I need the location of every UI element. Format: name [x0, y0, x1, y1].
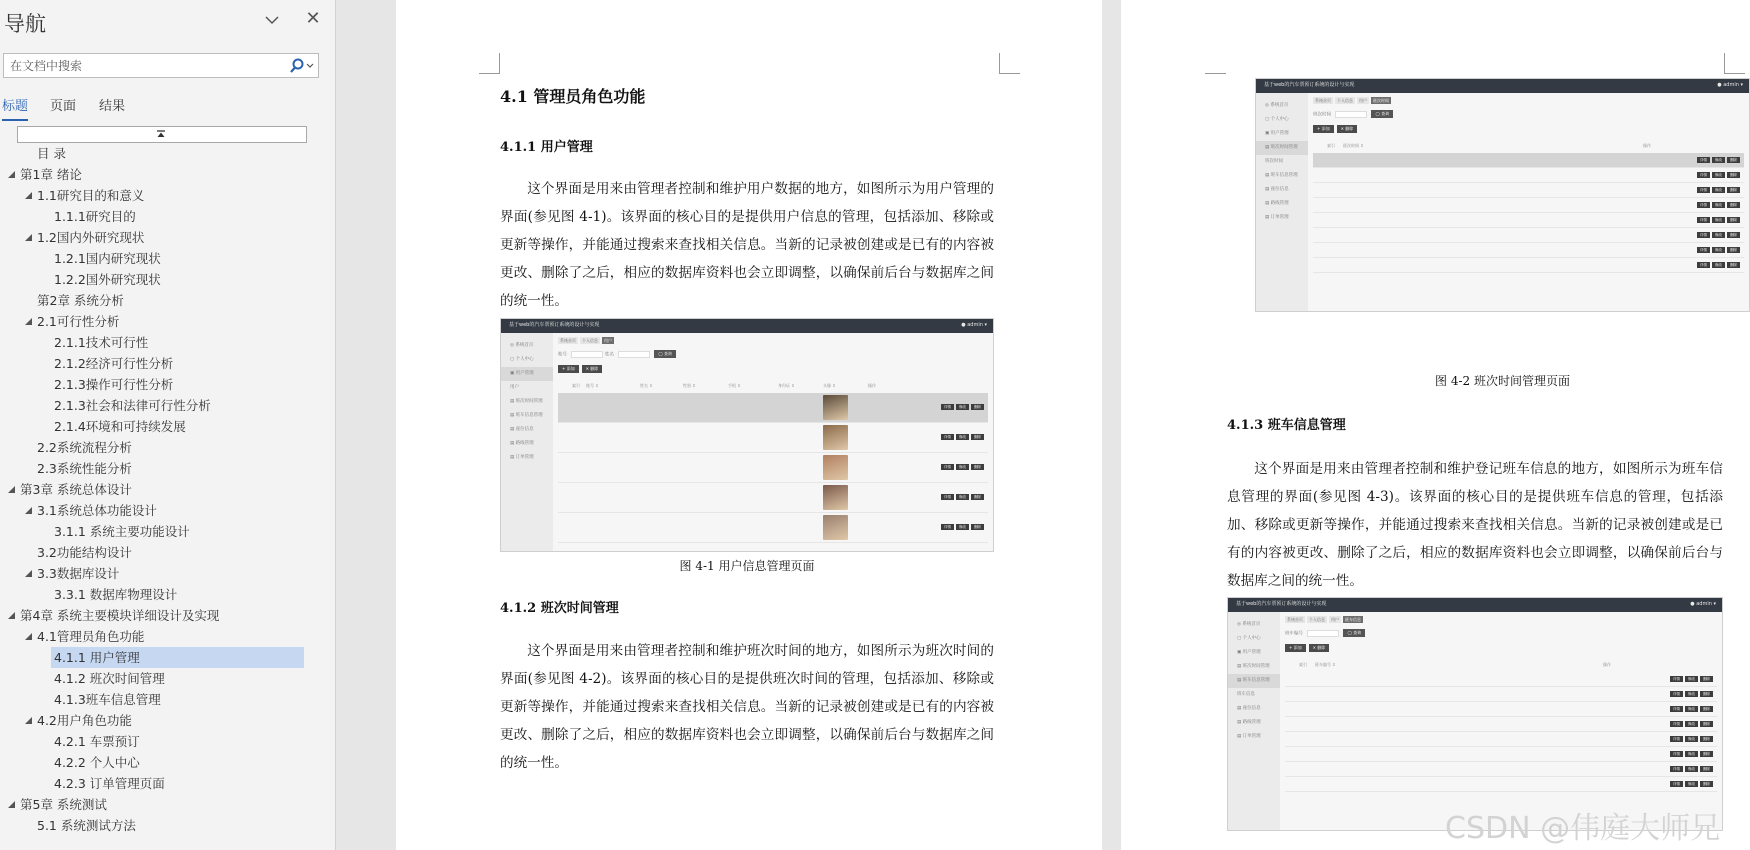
admin-sidebar: ◎ 系统首页 ▢ 个人中心 ▣ 用户管理 ▤ 班次时间管理 班次时间 ▤ 班车信息管理 ▤ 座位信息 ▤ 路线管理 ▤ 订单管理	[1256, 93, 1308, 311]
nav-heading-item[interactable]	[54, 521, 190, 542]
admin-main: 系统首页 个人信息 用户 班车信息 班车编号 ◯ 查询 + 添加 ✕ 删除 索引 班车编号 ⇕ 操作 详情 修改 删除 详情 修改 删除 详情 修改 删除 详情 修改 删除 详情 修改 删除 详情 修改 删除 详情 修改 删除 详情 修改 删除	[1280, 612, 1722, 830]
pane-splitter[interactable]	[336, 0, 396, 850]
document-page-2	[1121, 0, 1750, 850]
crop-mark	[1724, 53, 1745, 74]
document-page-1	[396, 0, 1102, 850]
figure-4-2-caption: 图 4-2 班次时间管理页面	[1435, 374, 1570, 388]
search-icon[interactable]	[285, 57, 315, 75]
expand-caret-icon[interactable]	[25, 318, 32, 325]
nav-heading-item[interactable]	[54, 689, 161, 710]
nav-heading-item[interactable]	[37, 563, 119, 584]
tab-pages[interactable]: 页面	[50, 99, 77, 114]
collapse-up-icon	[156, 130, 166, 138]
expand-caret-icon[interactable]	[25, 570, 32, 577]
nav-heading-item[interactable]	[37, 815, 136, 836]
figure-shuttle-info-screenshot[interactable]	[1227, 597, 1723, 831]
nav-heading-label: 1.1研究目的和意义	[37, 188, 145, 203]
expand-caret-icon[interactable]	[25, 717, 32, 724]
nav-heading-item[interactable]	[20, 794, 107, 815]
admin-topbar	[1256, 79, 1749, 93]
nav-heading-item[interactable]	[54, 668, 165, 689]
admin-main: 系统首页 个人信息 用户 账号 姓名 ◯ 查询 + 添加 ✕ 删除 索引 账号 ⇕ 姓名 ⇕ 性别 ⇕ 手机 ⇕ 身份证 ⇕ 头像 ⇕ 操作 详情 修改 删除 详情 修改 删除 详情 修改 删除 详情 修改 删除 详情 修改 删除	[553, 333, 993, 551]
nav-heading-item[interactable]	[37, 143, 66, 164]
admin-system-title: 基于web的汽车票预订系统的设计与实现	[1236, 601, 1327, 607]
nav-heading-label: 1.1.1研究目的	[54, 209, 136, 224]
nav-heading-label: 2.1.2经济可行性分析	[54, 356, 174, 371]
watermark: CSDN @伟庭大师兄	[1445, 811, 1721, 846]
chevron-down-icon[interactable]	[263, 12, 281, 28]
nav-heading-label: 1.2.2国外研究现状	[54, 272, 161, 287]
nav-heading-label: 第4章 系统主要模块详细设计及实现	[20, 608, 220, 623]
nav-heading-item[interactable]	[20, 164, 82, 185]
navigation-pane	[0, 0, 336, 850]
nav-heading-label: 第5章 系统测试	[20, 797, 107, 812]
expand-caret-icon[interactable]	[8, 171, 15, 178]
admin-user-menu: ● admin ▾	[1717, 82, 1743, 88]
expand-caret-icon[interactable]	[25, 633, 32, 640]
figure-4-1-caption: 图 4-1 用户信息管理页面	[679, 559, 815, 573]
nav-heading-label: 2.1.1技术可行性	[54, 335, 149, 350]
admin-topbar	[501, 319, 993, 333]
admin-user-menu: ● admin ▾	[961, 322, 987, 328]
nav-heading-label: 3.3数据库设计	[37, 566, 120, 581]
nav-heading-item[interactable]	[37, 290, 124, 311]
figure-user-management-screenshot[interactable]	[500, 318, 994, 552]
nav-heading-item[interactable]	[37, 311, 119, 332]
nav-search-box	[3, 53, 319, 78]
nav-heading-label: 3.1.1 系统主要功能设计	[54, 524, 190, 539]
nav-heading-item[interactable]	[37, 500, 157, 521]
nav-heading-label: 目 录	[37, 146, 66, 161]
nav-heading-item[interactable]	[54, 353, 173, 374]
expand-caret-icon[interactable]	[25, 234, 32, 241]
admin-system-title: 基于web的汽车票预订系统的设计与实现	[509, 322, 600, 328]
nav-heading-item[interactable]	[37, 437, 132, 458]
admin-sidebar: ◎ 系统首页 ▢ 个人中心 ▣ 用户管理 ▤ 班次时间管理 ▤ 班车信息管理 班车信息 ▤ 座位信息 ▤ 路线管理 ▤ 订单管理	[1228, 612, 1280, 830]
nav-heading-item[interactable]	[37, 542, 132, 563]
nav-heading-item[interactable]	[37, 185, 144, 206]
expand-caret-icon[interactable]	[8, 486, 15, 493]
admin-topbar	[1228, 598, 1722, 612]
nav-heading-item[interactable]	[54, 416, 186, 437]
nav-title: 导航	[4, 12, 46, 36]
figure-shift-time-screenshot[interactable]	[1255, 78, 1750, 312]
nav-heading-item[interactable]	[54, 269, 161, 290]
nav-heading-item[interactable]	[54, 752, 140, 773]
nav-heading-item[interactable]	[54, 773, 165, 794]
nav-heading-item[interactable]	[37, 626, 144, 647]
nav-heading-label: 1.2国内外研究现状	[37, 230, 145, 245]
nav-heading-label: 2.1.3社会和法律可行性分析	[54, 398, 211, 413]
nav-heading-item[interactable]	[51, 647, 304, 668]
nav-heading-item[interactable]	[54, 395, 211, 416]
crop-mark	[999, 53, 1020, 74]
section-heading-4-1[interactable]: 4.1 管理员角色功能	[500, 87, 646, 106]
nav-heading-label: 第2章 系统分析	[37, 293, 124, 308]
heading-4-1-1[interactable]: 4.1.1 用户管理	[500, 140, 593, 155]
close-icon[interactable]: ✕	[305, 8, 321, 29]
scroll-up-button[interactable]	[17, 126, 307, 143]
nav-heading-label: 4.2.2 个人中心	[54, 755, 140, 770]
nav-heading-item[interactable]	[54, 584, 177, 605]
heading-4-1-2[interactable]: 4.1.2 班次时间管理	[500, 601, 619, 616]
admin-sidebar: ◎ 系统首页 ▢ 个人中心 ▣ 用户管理 用户 ▤ 班次时间管理 ▤ 班车信息管理 ▤ 座位信息 ▤ 路线管理 ▤ 订单管理	[501, 333, 553, 551]
nav-heading-label: 3.1系统总体功能设计	[37, 503, 157, 518]
nav-heading-item[interactable]	[20, 605, 219, 626]
nav-heading-item[interactable]	[54, 731, 140, 752]
heading-4-1-3[interactable]: 4.1.3 班车信息管理	[1227, 418, 1346, 433]
paragraph-user-management[interactable]: 这个界面是用来由管理者控制和维护用户数据的地方，如图所示为用户管理的界面(参见图 4-1)。该界面的核心目的是提供用户信息的管理，包括添加、移除或更新等操作，并能通过搜索来查找相关信息。当新的记录被创建或是已有的内容被更改、删除了之后，相应的数据库资料也会立即调整，以确保前后台与数据库之间的统一性。	[500, 181, 994, 309]
search-input[interactable]	[4, 54, 284, 77]
nav-heading-label: 4.1.2 班次时间管理	[54, 671, 165, 686]
tab-headings[interactable]: 标题	[2, 95, 28, 121]
expand-caret-icon[interactable]	[8, 801, 15, 808]
nav-heading-label: 4.1.1 用户管理	[54, 650, 140, 665]
nav-heading-item[interactable]	[37, 227, 144, 248]
nav-heading-item[interactable]	[37, 458, 132, 479]
nav-heading-item[interactable]	[54, 374, 173, 395]
nav-heading-label: 第1章 绪论	[20, 167, 82, 182]
nav-heading-item[interactable]	[37, 710, 132, 731]
nav-heading-label: 2.1可行性分析	[37, 314, 120, 329]
expand-caret-icon[interactable]	[25, 507, 32, 514]
nav-heading-label: 5.1 系统测试方法	[37, 818, 136, 833]
crop-mark	[479, 53, 500, 74]
nav-heading-label: 4.1.3班车信息管理	[54, 692, 161, 707]
nav-heading-label: 4.1管理员角色功能	[37, 629, 145, 644]
nav-heading-label: 4.2用户角色功能	[37, 713, 132, 728]
nav-heading-label: 2.3系统性能分析	[37, 461, 132, 476]
nav-heading-label: 4.2.1 车票预订	[54, 734, 140, 749]
admin-user-menu: ● admin ▾	[1690, 601, 1716, 607]
nav-heading-item[interactable]	[54, 206, 136, 227]
nav-heading-label: 2.2系统流程分析	[37, 440, 132, 455]
nav-heading-label: 1.2.1国内研究现状	[54, 251, 161, 266]
nav-heading-label: 第3章 系统总体设计	[20, 482, 132, 497]
paragraph-shuttle-info-management[interactable]: 这个界面是用来由管理者控制和维护登记班车信息的地方，如图所示为班车信息管理的界面(参见图 4-3)。该界面的核心目的是提供班车信息的管理，包括添加、移除或更新等操作，并能通过搜索来查找相关信息。当新的记录被创建或是已有的内容被更改、删除了之后，相应的数据库资料也会立即调整，以确保前后台与数据库之间的统一性。	[1227, 461, 1723, 589]
nav-heading-label: 3.2功能结构设计	[37, 545, 132, 560]
expand-caret-icon[interactable]	[25, 192, 32, 199]
nav-heading-label: 4.2.3 订单管理页面	[54, 776, 165, 791]
nav-heading-item[interactable]	[54, 332, 148, 353]
paragraph-shift-time-management[interactable]: 这个界面是用来由管理者控制和维护班次时间的地方，如图所示为班次时间的界面(参见图 4-2)。该界面的核心目的是提供班次时间的管理，包括添加、移除或更新等操作，并能通过搜索来查找相关信息。当新的记录被创建或是已有的内容被更改、删除了之后，相应的数据库资料也会立即调整，以确保前后台与数据库之间的统一性。	[500, 643, 994, 771]
nav-heading-label: 3.3.1 数据库物理设计	[54, 587, 178, 602]
admin-main: 系统首页 个人信息 用户 班次时间 班次时间 ◯ 查询 + 添加 ✕ 删除 索引 班次时间 ⇕ 操作 详情 修改 删除 详情 修改 删除 详情 修改 删除 详情 修改 删除 详情 修改 删除 详情 修改 删除 详情 修改 删除 详情 修改 删除	[1308, 93, 1749, 311]
nav-heading-item[interactable]	[54, 248, 161, 269]
nav-tabs	[0, 95, 330, 119]
expand-caret-icon[interactable]	[8, 612, 15, 619]
crop-mark	[1205, 53, 1226, 74]
nav-heading-item[interactable]	[20, 479, 132, 500]
nav-heading-label: 2.1.4环境和可持续发展	[54, 419, 186, 434]
tab-results[interactable]: 结果	[99, 99, 126, 114]
nav-heading-label: 2.1.3操作可行性分析	[54, 377, 174, 392]
admin-system-title: 基于web的汽车票预订系统的设计与实现	[1264, 82, 1355, 88]
